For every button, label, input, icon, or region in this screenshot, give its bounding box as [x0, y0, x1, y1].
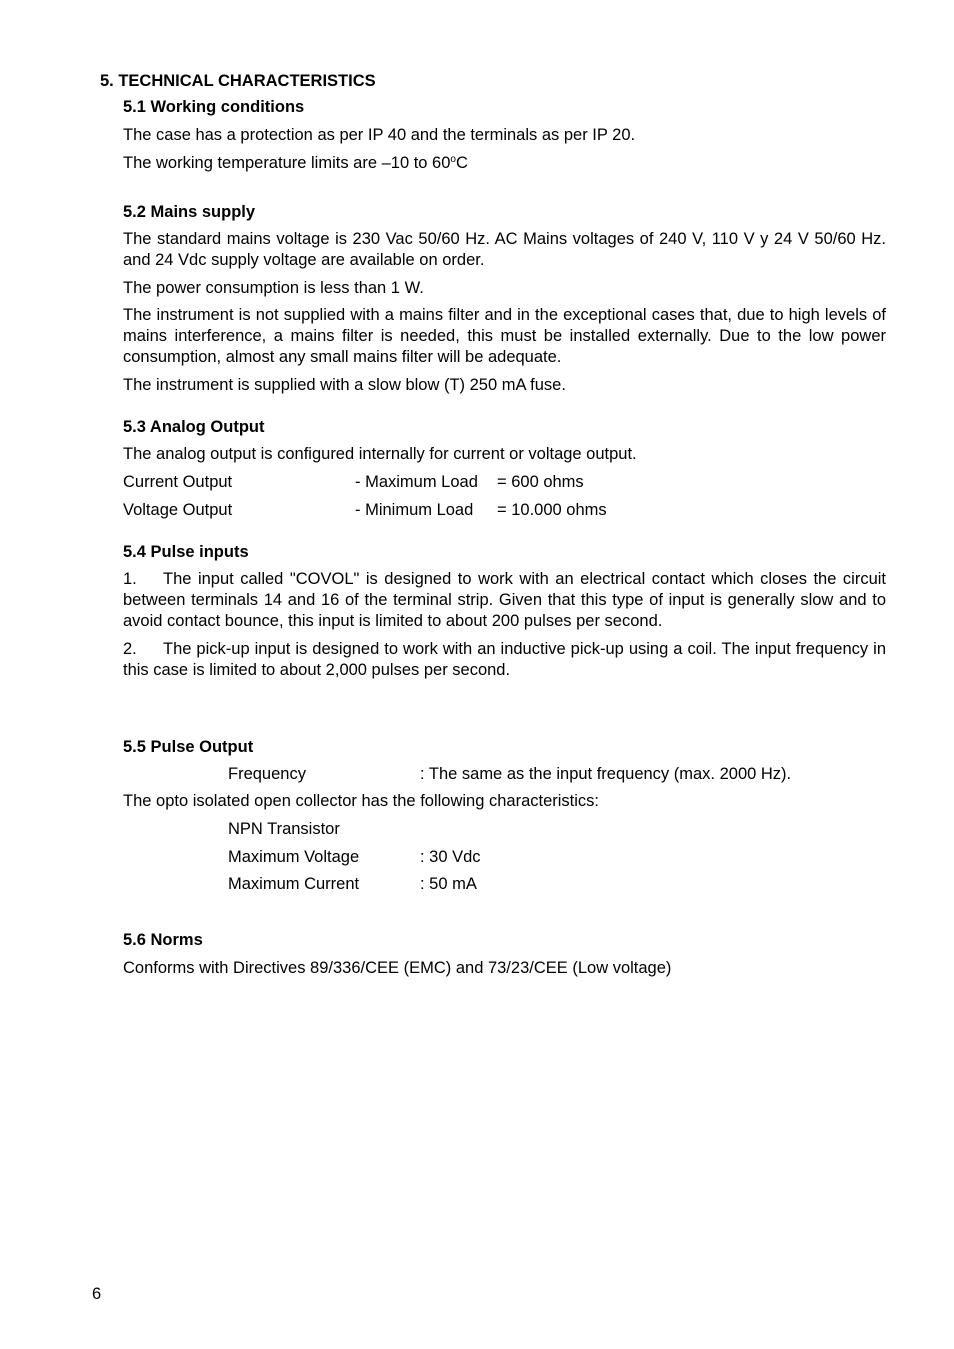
section-5-1-heading: 5.1 Working conditions [123, 98, 305, 116]
frequency-value: : The same as the input frequency (max. 2000 Hz). [420, 765, 792, 783]
transistor-type: NPN Transistor [228, 820, 340, 838]
degree-superscript: o [450, 154, 456, 165]
section-5-4-heading: 5.4 Pulse inputs [123, 543, 249, 561]
analog-output-label: Voltage Output [123, 501, 233, 519]
pulse-input-item-2 [123, 639, 886, 681]
analog-output-label: Current Output [123, 473, 233, 491]
section-5-1-paragraph-1: The case has a protection as per IP 40 and the terminals as per IP 20. [123, 126, 636, 144]
analog-output-spec: - Maximum Load [355, 473, 478, 491]
spec-value: : 50 mA [420, 875, 477, 893]
section-5-2-paragraph-4: The instrument is supplied with a slow blow (T) 250 mA fuse. [123, 376, 566, 394]
temperature-text: The working temperature limits are –10 to 60 [123, 154, 451, 172]
chapter-title: 5. TECHNICAL CHARACTERISTICS [100, 72, 376, 90]
section-5-6-paragraph-1: Conforms with Directives 89/336/CEE (EMC) and 73/23/CEE (Low voltage) [123, 959, 672, 977]
spec-value: : 30 Vdc [420, 848, 481, 866]
section-5-5-heading: 5.5 Pulse Output [123, 738, 254, 756]
section-5-3-heading: 5.3 Analog Output [123, 418, 265, 436]
section-5-2-paragraph-3: The instrument is not supplied with a mains filter and in the exceptional cases that, due to high levels of mains interference, a mains filter is needed, this must be installed externally. Due to the low power consumption, almost any small mains filter will be adequate. [123, 306, 886, 366]
list-item-text: The input called "COVOL" is designed to work with an electrical contact which closes the circuit between terminals 14 and 16 of the terminal strip. Given that this type of input is generally slow and to avoid contact bounce, this input is limited to about 200 pulses per second. [123, 570, 886, 630]
pulse-input-item-1 [123, 569, 886, 632]
list-number: 2. [123, 640, 137, 658]
analog-output-spec: - Minimum Load [355, 501, 474, 519]
section-5-2-paragraph-1: The standard mains voltage is 230 Vac 50/60 Hz. AC Mains voltages of 240 V, 110 V y 24 V 50/60 Hz. and 24 Vdc supply voltage are available on order. [123, 230, 886, 269]
section-5-2-paragraph-2: The power consumption is less than 1 W. [123, 279, 424, 297]
analog-output-value: = 10.000 ohms [497, 501, 607, 519]
section-5-3-paragraph-1: The analog output is configured internally for current or voltage output. [123, 445, 637, 463]
list-number: 1. [123, 570, 137, 588]
section-5-6-heading: 5.6 Norms [123, 931, 203, 949]
pulse-output-intro: The opto isolated open collector has the following characteristics: [123, 792, 600, 810]
section-5-2-heading: 5.2 Mains supply [123, 203, 256, 221]
frequency-label: Frequency [228, 765, 306, 783]
page-number: 6 [92, 1285, 102, 1303]
spec-label: Maximum Current [228, 875, 360, 893]
temperature-unit: C [455, 154, 468, 172]
section-5-1-paragraph-2 [123, 153, 468, 173]
spec-label: Maximum Voltage [228, 848, 360, 866]
list-item-text: The pick-up input is designed to work with an inductive pick-up using a coil. The input frequency in this case is limited to about 2,000 pulses per second. [123, 640, 886, 679]
analog-output-value: = 600 ohms [497, 473, 584, 491]
